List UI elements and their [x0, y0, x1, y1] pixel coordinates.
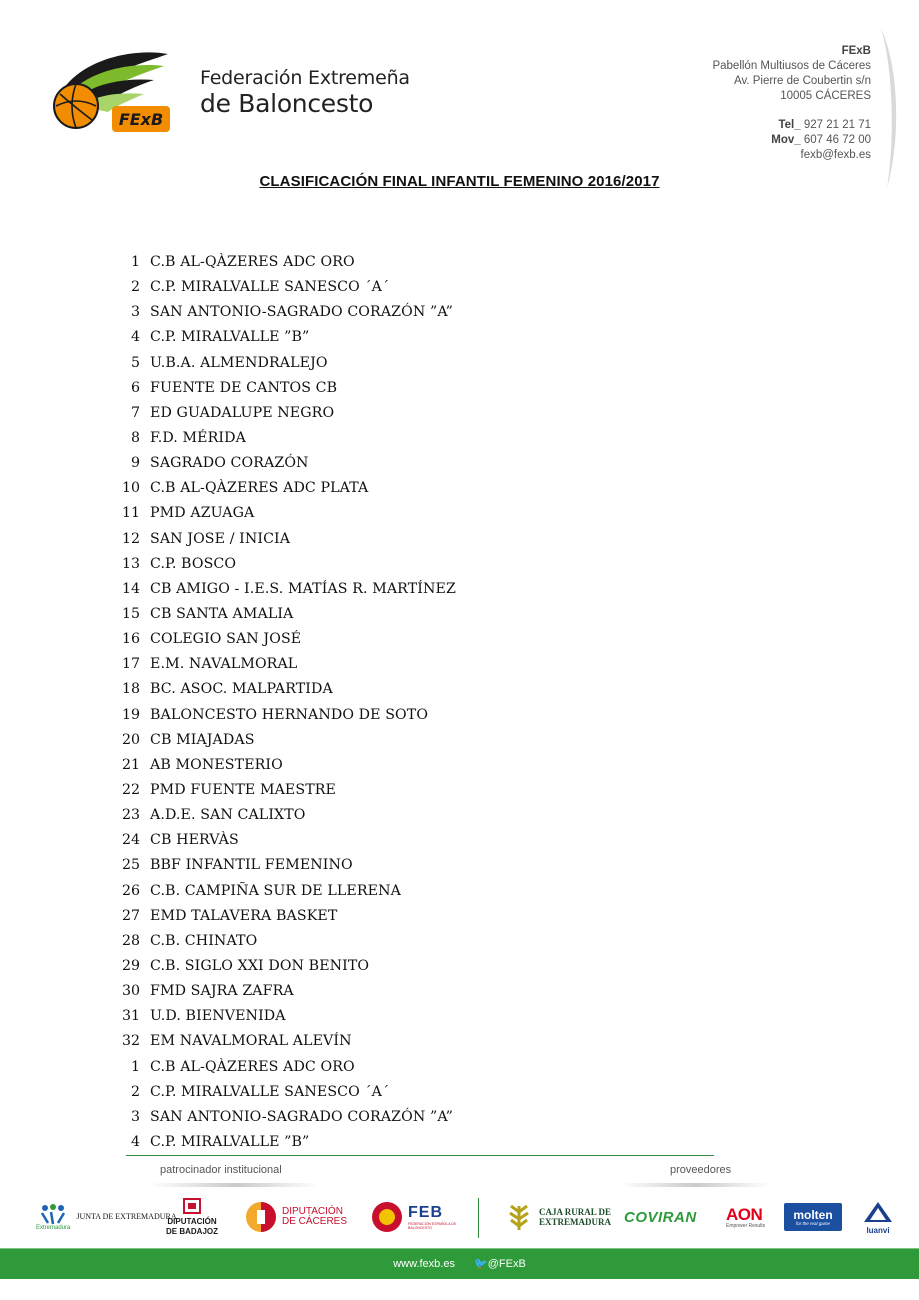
team-name: U.B.A. ALMENDRALEJO	[150, 354, 328, 371]
ranking-position: 15	[121, 605, 140, 622]
ranking-position: 13	[121, 555, 140, 572]
team-name: FUENTE DE CANTOS CB	[150, 379, 338, 396]
badajoz-logo-icon	[180, 1197, 204, 1217]
ranking-position: 18	[121, 681, 140, 698]
team-name: PMD AZUAGA	[150, 505, 255, 522]
caceres-logo-icon	[244, 1200, 278, 1234]
ranking-row	[112, 1029, 456, 1054]
footer-separator	[126, 1155, 714, 1156]
team-name: SAGRADO CORAZÓN	[150, 455, 309, 472]
ranking-position: 1	[130, 254, 140, 270]
ranking-row	[112, 250, 456, 275]
team-name: EM NAVALMORAL ALEVÍN	[150, 1033, 352, 1050]
team-name: C.B AL-QÀZERES ADC PLATA	[150, 480, 369, 497]
ranking-position: 25	[121, 857, 140, 874]
badajoz-line1: DIPUTACIÓN	[167, 1217, 217, 1226]
ranking-row	[112, 552, 456, 577]
ranking-row	[112, 1080, 456, 1105]
patron-underline	[150, 1183, 320, 1187]
sponsor-aon	[726, 1195, 765, 1239]
ranking-row	[112, 853, 456, 878]
twitter-link[interactable]	[474, 1258, 526, 1270]
contact-address2: Av. Pierre de Coubertin s/n	[733, 75, 871, 87]
molten-text: molten	[793, 1207, 833, 1222]
contact-mov	[631, 133, 871, 148]
ranking-position: 2	[130, 1083, 140, 1100]
feb-text: FEB	[408, 1204, 443, 1221]
contact-name: FExB	[841, 45, 871, 57]
contact-tel	[631, 118, 871, 133]
badajoz-line2: DE BADAJOZ	[166, 1227, 219, 1236]
tel-label: Tel_	[778, 119, 801, 131]
team-name: FMD SAJRA ZAFRA	[150, 983, 294, 1000]
twitter-handle: @FExB	[487, 1258, 526, 1270]
team-name: C.P. BOSCO	[150, 555, 237, 572]
ranking-position: 17	[121, 656, 140, 673]
team-name: CB AMIGO - I.E.S. MATÍAS R. MARTÍNEZ	[150, 580, 456, 597]
team-name: SAN ANTONIO-SAGRADO CORAZÓN ”A”	[150, 304, 453, 321]
junta-text: JUNTA DE EXTREMADURA	[76, 1212, 177, 1221]
ranking-position: 5	[130, 354, 140, 371]
luanvi-logo-icon	[862, 1200, 894, 1226]
team-name: U.D. BIENVENIDA	[150, 1008, 286, 1025]
website-link[interactable]: www.fexb.es	[393, 1258, 455, 1270]
svg-text:FExB: FExB	[118, 110, 164, 129]
ranking-position: 9	[130, 455, 140, 472]
page-title: CLASIFICACIÓN FINAL INFANTIL FEMENINO 2016/2017	[259, 173, 660, 190]
ranking-position: 27	[121, 907, 140, 924]
ranking-position: 19	[121, 706, 140, 723]
ranking-position: 32	[121, 1033, 140, 1050]
ranking-row	[112, 979, 456, 1004]
team-name: ED GUADALUPE NEGRO	[150, 404, 335, 421]
sponsor-molten	[784, 1203, 842, 1231]
ranking-row	[112, 451, 456, 476]
caja-rural-wheat-icon	[502, 1202, 536, 1232]
feb-crest-icon	[370, 1200, 404, 1234]
ranking-position: 8	[130, 429, 140, 446]
ranking-row	[112, 1004, 456, 1029]
team-name: C.B AL-QÀZERES ADC ORO	[150, 1058, 355, 1075]
sponsor-luanvi	[862, 1195, 894, 1239]
sponsor-caja-rural	[502, 1195, 611, 1239]
ranking-position: 24	[121, 832, 140, 849]
tel-number: 927 21 21 71	[800, 119, 871, 131]
team-name: C.P. MIRALVALLE ”B”	[150, 1133, 310, 1150]
ranking-position: 11	[121, 505, 140, 522]
junta-logo-icon	[40, 1203, 66, 1225]
ranking-row	[112, 753, 456, 778]
ranking-position: 29	[121, 957, 140, 974]
team-name: C.B. CHINATO	[150, 932, 258, 949]
team-name: COLEGIO SAN JOSÉ	[150, 631, 302, 648]
ranking-position: 7	[130, 404, 140, 421]
ranking-position: 12	[121, 530, 140, 547]
ranking-position: 20	[121, 731, 140, 748]
ranking-row	[112, 728, 456, 753]
footer-links	[0, 1249, 919, 1279]
contact-address3: 10005 CÁCERES	[780, 90, 871, 102]
ranking-row	[112, 577, 456, 602]
ranking-row	[112, 426, 456, 451]
team-name: EMD TALAVERA BASKET	[150, 907, 338, 924]
caceres-line2: DE CÁCERES	[282, 1216, 348, 1227]
luanvi-text: luanvi	[866, 1225, 890, 1235]
team-name: BC. ASOC. MALPARTIDA	[150, 681, 333, 698]
team-name: BBF INFANTIL FEMENINO	[150, 857, 353, 874]
decorative-swoosh-icon	[877, 28, 905, 188]
twitter-icon: 🐦	[474, 1258, 488, 1270]
ranking-position: 14	[121, 580, 140, 597]
feb-small-text: FEDERACIÓN ESPAÑOLA DE BALONCESTO	[408, 1222, 457, 1230]
caja-line2: EXTREMADURA	[539, 1217, 611, 1227]
contact-address1: Pabellón Multiusos de Cáceres	[712, 60, 871, 72]
team-name: CB MIAJADAS	[150, 731, 255, 748]
ranking-row	[112, 1055, 456, 1080]
ranking-row	[112, 1105, 456, 1130]
sponsor-divider	[478, 1198, 479, 1238]
ranking-position: 3	[130, 1108, 140, 1125]
caceres-line1: DIPUTACIÓN	[282, 1206, 343, 1217]
sponsor-diputacion-badajoz	[166, 1195, 218, 1239]
footer-band	[0, 1249, 919, 1279]
ranking-list	[112, 250, 456, 1155]
team-name: C.B. CAMPIÑA SUR DE LLERENA	[150, 882, 401, 899]
ranking-position: 21	[121, 756, 140, 773]
ranking-position: 16	[121, 631, 140, 648]
ranking-position: 28	[121, 932, 140, 949]
coviran-text: COVIRAN	[624, 1208, 697, 1226]
fexb-logo	[46, 48, 176, 138]
ranking-position: 26	[121, 882, 140, 899]
ranking-row	[112, 275, 456, 300]
ranking-row	[112, 1130, 456, 1155]
team-name: SAN ANTONIO-SAGRADO CORAZÓN ”A”	[150, 1108, 453, 1125]
aon-small-text: Empower Results	[726, 1222, 766, 1229]
sponsor-junta-extremadura	[36, 1195, 177, 1239]
ranking-position: 4	[130, 1133, 140, 1150]
ranking-row	[112, 652, 456, 677]
basketball-logo-icon	[46, 48, 176, 138]
team-name: PMD FUENTE MAESTRE	[150, 781, 337, 798]
ranking-row	[112, 677, 456, 702]
ranking-row	[112, 325, 456, 350]
org-name-line1: Federación Extremeña	[200, 67, 410, 89]
ranking-row	[112, 904, 456, 929]
team-name: CB HERVÀS	[150, 832, 239, 849]
patron-label: patrocinador institucional	[160, 1164, 282, 1176]
team-name: C.P. MIRALVALLE SANESCO ´A´	[150, 1083, 390, 1100]
ranking-position: 4	[130, 329, 140, 346]
team-name: C.P. MIRALVALLE SANESCO ´A´	[150, 279, 390, 296]
aon-text: AON	[726, 1204, 763, 1224]
organization-name	[200, 67, 460, 119]
ranking-row	[112, 476, 456, 501]
ranking-position: 1	[130, 1058, 140, 1075]
ranking-row	[112, 351, 456, 376]
ranking-row	[112, 602, 456, 627]
suppliers-underline	[620, 1183, 770, 1187]
ranking-row	[112, 929, 456, 954]
ranking-position: 22	[121, 781, 140, 798]
team-name: E.M. NAVALMORAL	[150, 656, 298, 673]
team-name: C.B AL-QÀZERES ADC ORO	[150, 254, 355, 270]
suppliers-label: proveedores	[670, 1164, 732, 1176]
team-name: BALONCESTO HERNANDO DE SOTO	[150, 706, 429, 723]
caja-line1: CAJA RURAL DE	[539, 1207, 612, 1217]
team-name: C.B. SIGLO XXI DON BENITO	[150, 957, 370, 974]
mov-number: 607 46 72 00	[800, 134, 871, 146]
ranking-row	[112, 954, 456, 979]
junta-small-text: Extremadura	[36, 1225, 71, 1231]
contact-block	[631, 44, 871, 163]
ranking-row	[112, 527, 456, 552]
ranking-row	[112, 803, 456, 828]
ranking-position: 2	[130, 279, 140, 296]
team-name: A.D.E. SAN CALIXTO	[150, 807, 306, 824]
sponsor-diputacion-caceres	[244, 1195, 347, 1239]
ranking-position: 3	[130, 304, 140, 321]
team-name: SAN JOSE / INICIA	[150, 530, 291, 547]
sponsor-logos	[0, 1195, 919, 1240]
mov-label: Mov_	[771, 134, 801, 146]
ranking-position: 23	[121, 807, 140, 824]
team-name: CB SANTA AMALIA	[150, 605, 294, 622]
ranking-position: 30	[121, 983, 140, 1000]
org-name-line2: de Baloncesto	[200, 89, 374, 118]
ranking-row	[112, 501, 456, 526]
contact-email: fexb@fexb.es	[800, 149, 871, 161]
molten-small-text: for the real game	[795, 1220, 831, 1226]
ranking-position: 6	[130, 379, 140, 396]
sponsor-feb	[370, 1195, 478, 1239]
ranking-row	[112, 300, 456, 325]
ranking-row	[112, 778, 456, 803]
ranking-row	[112, 828, 456, 853]
ranking-position: 10	[121, 480, 140, 497]
ranking-row	[112, 401, 456, 426]
sponsor-coviran	[624, 1195, 697, 1239]
ranking-position: 31	[121, 1008, 140, 1025]
team-name: AB MONESTERIO	[150, 756, 283, 773]
ranking-row	[112, 627, 456, 652]
ranking-row	[112, 879, 456, 904]
ranking-row	[112, 703, 456, 728]
ranking-row	[112, 376, 456, 401]
team-name: C.P. MIRALVALLE ”B”	[150, 329, 310, 346]
team-name: F.D. MÉRIDA	[150, 429, 246, 446]
